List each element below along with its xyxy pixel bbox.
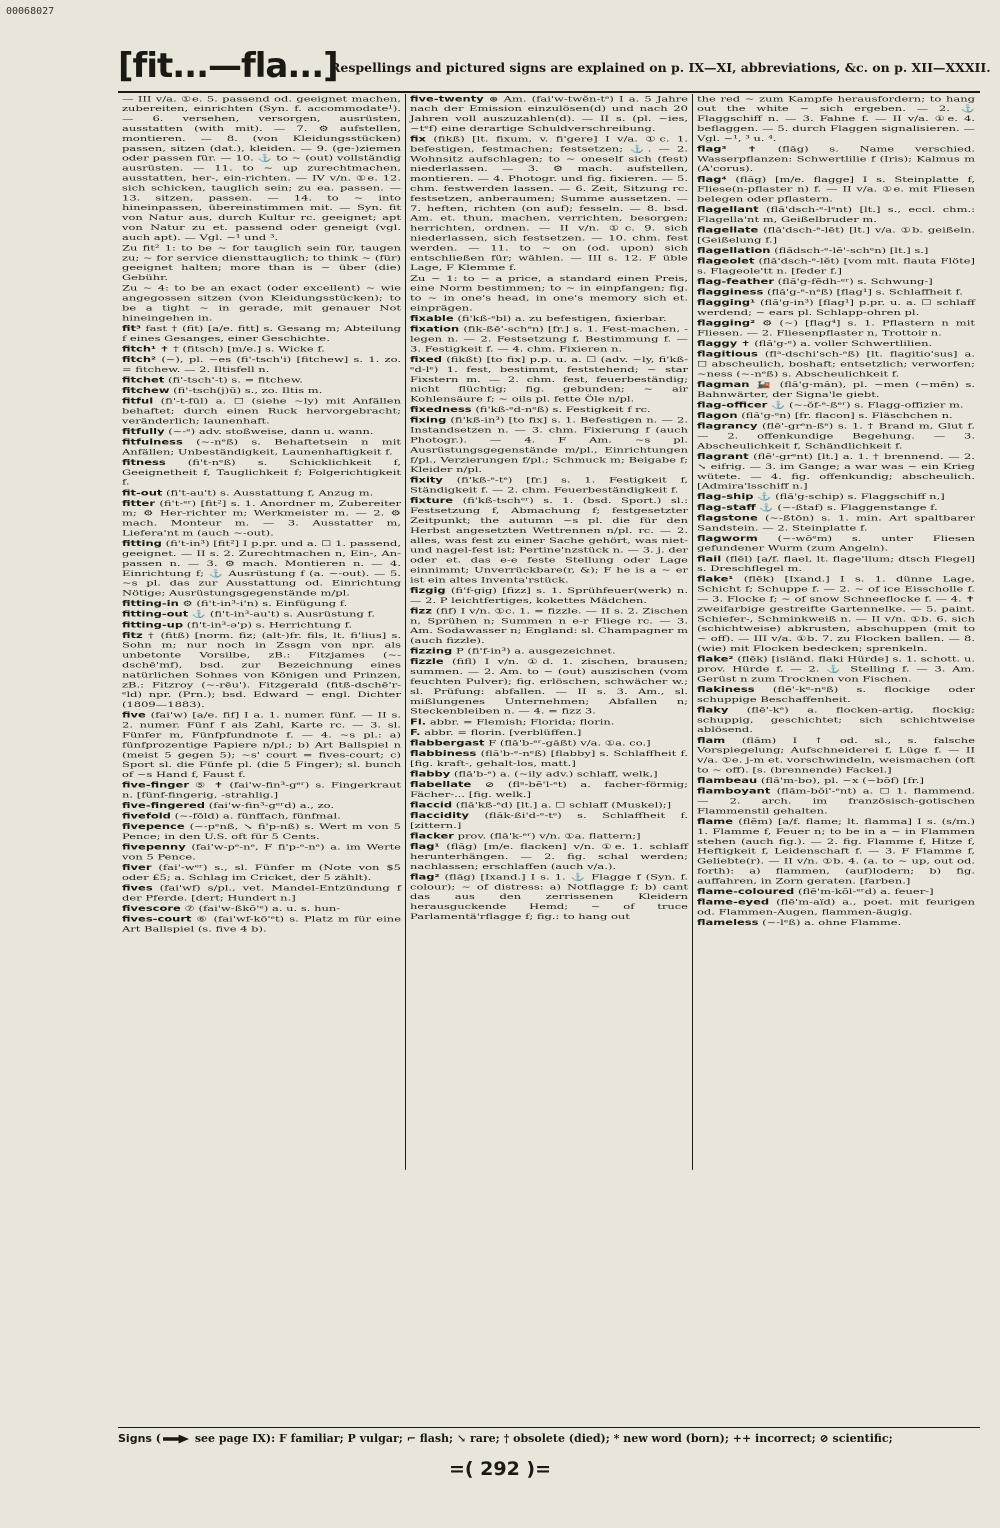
entry-definition: prov. (flă'k-ᵉʳ) v/n. ①a. flattern;]	[457, 831, 641, 841]
entry-headword: flagstone	[697, 513, 758, 523]
entry-headword: flam	[697, 735, 726, 745]
dictionary-entry	[697, 298, 975, 318]
dictionary-entry	[410, 728, 688, 738]
dictionary-entry	[410, 475, 688, 495]
entry-headword: fitz	[122, 630, 143, 640]
entry-definition: P (fi'f-in³) a. ausgezeichnet.	[455, 646, 616, 656]
dictionary-entry	[122, 355, 401, 375]
entry-headword: fitness	[122, 457, 166, 467]
see-page-ref: see page IX):	[194, 1432, 276, 1445]
signs-legend-text: F familiar; P vulgar; ⌐ flash; ↘ rare; † obsolete (died); * new word (born); ++ incorrect; ⊘ scientific;	[279, 1432, 893, 1445]
entry-headword: fivepenny	[122, 842, 186, 852]
entry-definition: (flēk) [isländ. flaki Hürde] s. 1. schott. u. prov. Hürde f. — 2. ⚓ Stelling f. — 3. Am. Gerüst n zum Trocknen von Fischen.	[697, 654, 976, 684]
entry-headword: flag⁴	[697, 174, 727, 184]
entry-headword: flagrancy	[697, 421, 758, 431]
signs-legend: Signs ( see page IX): F familiar; P vulgar; ⌐ flash; ↘ rare; † obsolete (died); * new word (born); ++ incorrect; ⊘ scientific;	[118, 1432, 893, 1445]
entry-definition: (flēm) [a/f. flame; lt. flamma] I s. (s/m.) 1. Flamme f, Feuer n; to be in a ~ in Flammen stehen (auch fig.). — 2. fig. Flamme f, Hitze f, Heftigkeit f, Leidenschaft f. — 3. F Flamme f, Geliebte(r). — II v/n. ①b. 4. (a. to ~ up, out od. forth): a) flammen, (auf)lodern; b) fig. auffahren, in Zorn geraten. [farben.]	[697, 816, 975, 886]
entry-definition: (~-ßtōn) s. 1. min. Art spaltbarer Sandstein. — 2. Steinplatte f.	[697, 513, 975, 533]
dictionary-entry	[697, 817, 975, 886]
entry-definition: ⚙ (fi't-in³-i'n) s. Einfügung f.	[182, 598, 348, 609]
entry-headword: flakiness	[697, 684, 755, 694]
entry-headword: fivepence	[122, 821, 185, 832]
entry-definition: F (flă'b-ᵉʳ-găßt) v/a. ①a. co.]	[488, 738, 651, 748]
entry-definition: (fai'w-fin³-gᵉʳd) a., zo.	[208, 800, 335, 811]
entry-definition: (fi't-in³) [fit²] I p.pr. und a. ☐ 1. passend, geeignet. — II s. 2. Zurechtmachen n, Ein-, An-passen n. — 3. ⚙ mach. Montieren n. — 4. Einrichtung f; ⚓ Ausrüstung f (a. ~-out). — 5. ~s pl. das zur Ausstattung od. Einrichtung Nötige; Ausrüstungsgegenstände m/pl.	[122, 538, 402, 598]
entry-headword: flag-ship	[697, 491, 754, 502]
entry-definition: (fi'kß-ᵉd-nᵉß) s. Festigkeit f rc.	[475, 404, 651, 415]
dictionary-entry	[122, 710, 401, 779]
entry-definition: (flă'g-ᵉ-nᵉß) [flag¹] s. Schlaffheit f.	[767, 287, 963, 297]
entry-headword: flag-officer	[697, 400, 768, 410]
dictionary-entry	[122, 914, 401, 934]
dictionary-entry	[410, 811, 688, 831]
entry-definition: ✝ (flă'g-ᵉ) a. voller Schwertlilien.	[740, 338, 933, 349]
header-divider	[118, 91, 980, 93]
entry-definition: (flă'dsch-ᵉ-lᵉnt) [lt.] s., eccl. chm.: Flagella'nt m, Geißelbruder m.	[697, 204, 975, 225]
entry-headword: flabbergast	[410, 738, 485, 748]
entry-definition: † (fitß) [norm. fiz; (alt-)fr. fils, lt. fi'lius] s. Sohn m; nur noch in Zssgn von npr. als unbetonte Vorsilbe, zB.: Fitzjames (~-dschē'mf), bsd. zur Bezeichnung eines natürlichen Sohnes von Königen und Prinzen, zB.: Fitzroy (~-rēu'). Fitzgerald (fitß-dschē'r-ᵉld) npr. (Prn.); bsd. Edward ~ engl. Dichter (1809—1883).	[122, 630, 402, 710]
dictionary-entry	[122, 822, 401, 842]
entry-headword: flabby	[410, 769, 451, 779]
entry-definition: (fi'kß-tschᵉʳ) s. 1. (bsd. Sport.) sl.: Festsetzung f, Abmachung f; festgesetzter Zeitpunkt; the autumn ~s pl. die für den Herbst angesetzten Wettrennen n/pl. rc. — 2. alles, was fest zu einer Sache gehört, was niet- und nagel-fest ist; Pertine'nzstück n. — 3. j. der oder et. das e-e feste Stellung oder Lage einnimmt; Unverrückbare(r, &); F he is a ~ er ist ein altes Inventa'rstück.	[410, 495, 688, 585]
dictionary-entry	[122, 620, 401, 630]
entry-headword: flag-staff	[697, 502, 756, 512]
entry-definition: (flă'kß-ᵉd) [lt.] a. ☐ schlaff (Muskel);]	[455, 800, 672, 810]
entry-definition: fast † (fit) [a/e. fitt] s. Gesang m; Abteilung f eines Gesanges, einer Geschichte.	[122, 323, 402, 343]
dictionary-entry	[697, 277, 975, 287]
entry-headword: fizz	[410, 606, 432, 616]
dictionary-entry	[697, 897, 975, 917]
pointing-hand-icon	[163, 1435, 189, 1444]
entry-definition: ⑦ (fai'w-ßkō'ᵉ) a. u. s. hun-	[184, 903, 341, 914]
entry-definition: Zu ~ 4: to be an exact (oder excellent) ~ wie angegossen sitzen (von Kleidungsstücken); to be a tight ~ in gerade, mit genauer Not hineingehen in.	[122, 283, 401, 323]
entry-headword: fizzle	[410, 656, 444, 667]
entry-headword: five-twenty	[410, 94, 484, 104]
entry-definition: (flăg) [m/e. flagge] I s. Steinplatte f, Fliese(n-pflaster n) f. — II v/a. ①e. mit Fliesen belegen oder pflastern.	[697, 174, 976, 204]
entry-headword: Fl.	[410, 717, 427, 727]
dictionary-entry	[697, 94, 975, 144]
entry-headword: fiver	[122, 862, 152, 873]
entry-definition: ⚓ (~-ŏf-ᵉ-ßᵉʳ) s. Flagg-offizier m.	[770, 400, 964, 410]
entry-headword: flameless	[697, 917, 759, 927]
entry-headword: flagitious	[697, 349, 758, 359]
entry-definition: ✝ † (fitsch) [m/e.] s. Wicke f.	[159, 344, 325, 354]
entry-definition: ⚙ (~) [flag⁴] s. 1. Pflastern n mit Fliesen. — 2. Fliesenpflaster n, Trottoir n.	[697, 318, 975, 338]
entry-definition: (~-pᵉnß, ↘ fi'p-nß) s. Wert m von 5 Pence; in den U.S. oft für 5 Cents.	[122, 821, 402, 842]
dictionary-entry	[410, 314, 688, 324]
entry-headword: fives-court	[122, 914, 192, 924]
dictionary-entry	[697, 246, 975, 256]
entry-definition: abbr. = florin. [verblüffen.]	[424, 727, 582, 737]
entry-headword: flame-eyed	[697, 897, 770, 907]
dictionary-entry	[122, 883, 401, 903]
entry-definition: ⚓ (flă'g-schip) s. Flaggschiff n,]	[757, 491, 945, 502]
entry-definition: 🚂 (flă'g-măn), pl. ~men (~mĕn) s. Bahnwärter, der Signa'le giebt.	[697, 379, 976, 399]
dictionary-entry	[697, 400, 975, 410]
dictionary-entry	[697, 654, 975, 684]
dictionary-entry	[122, 499, 401, 539]
dictionary-entry	[697, 685, 975, 705]
dictionary-entry	[410, 586, 688, 606]
entry-headword: fitchet	[122, 375, 165, 385]
entry-definition: (flăk-ßi'd-ᵉ-tᵉ) s. Schlaffheit f. [zittern.]	[410, 810, 688, 830]
entry-headword: flagellation	[697, 245, 771, 256]
dictionary-entry	[410, 324, 688, 354]
dictionary-entry	[122, 780, 401, 800]
dictionary-entry	[122, 344, 401, 354]
entry-definition: (~-fōld) a. fünffach, fünfmal.	[174, 811, 341, 821]
dictionary-entry	[410, 496, 688, 585]
entry-headword: fitting-out	[122, 609, 189, 619]
page-number: =( 292 )=	[448, 1458, 552, 1480]
entry-definition: (~-wōᵉm) s. unter Fliesen gefundener Wurm (zum Angeln).	[697, 533, 975, 553]
entry-definition: (flē'-grᵉn-ßᵉ) s. 1. † Brand m, Glut f. — 2. offenkundige Begehung. — 3. Abscheulichkeit f, Schändlichkeit f.	[697, 421, 975, 451]
entry-headword: fitful	[122, 396, 154, 406]
entry-headword: flagging²	[697, 318, 756, 328]
entry-definition: (flēl) [a/f. flael, lt. flage'llum; dtsch Flegel] s. Dreschflegel m.	[697, 554, 976, 574]
entry-headword: fixable	[410, 313, 454, 324]
entry-definition: (fi'kß-ᵉ-tᵉ) [fr.] s. 1. Festigkeit f, Ständigkeit f. — 2. chm. Feuerbeständigkeit f.	[410, 475, 688, 495]
entry-definition: (~-nᵉß) s. Behaftetsein n mit Anfällen; Unbeständigkeit, Launenhaftigkeit f.	[122, 437, 401, 457]
entry-definition: (flē'm-aïd) a., poet. mit feurigen od. Flammen-Augen, flammen-äugig.	[697, 897, 975, 917]
entry-headword: F.	[410, 727, 421, 737]
page-id: 00068027	[6, 6, 55, 17]
entry-headword: fitfully	[122, 426, 165, 436]
dictionary-entry	[697, 705, 975, 735]
entry-headword: flail	[697, 554, 722, 564]
entry-headword: fitchew	[122, 385, 170, 395]
entry-definition: (flē'm-kŏl-ᵉʳd) a. feuer-]	[797, 886, 934, 896]
entry-definition: (flă'g-in³) [flag¹] p.pr. u. a. ☐ schlaff werdend; ~ ears pl. Schlapp-ohren pl.	[697, 297, 975, 318]
dictionary-entry	[697, 574, 975, 653]
entry-definition: (flē'-grᵉnt) [lt.] a. 1. † brennend. — 2. ↘ eifrig. — 3. im Gange; a war was ~ ein Krieg wütete. — 4. fig. offenkundig; abscheulich. [Admira'lsschiff n.]	[697, 451, 976, 491]
footer-divider	[118, 1427, 980, 1428]
entry-headword: flaccidity	[410, 810, 470, 820]
dictionary-entry	[122, 599, 401, 609]
dictionary-entry	[697, 786, 975, 816]
dictionary-columns	[118, 94, 980, 1170]
entry-headword: flabellate	[410, 779, 472, 789]
page-header	[118, 46, 991, 96]
column-2	[405, 94, 692, 1170]
dictionary-entry	[697, 349, 975, 379]
entry-headword: flaccid	[410, 800, 453, 810]
entry-headword: flamboyant	[697, 786, 771, 796]
entry-headword: fix	[410, 134, 426, 144]
entry-headword: fives	[122, 883, 153, 893]
entry-definition: (~-ᵉ) adv. stoßweise, dann u. wann.	[168, 426, 374, 436]
dictionary-entry	[697, 776, 975, 786]
dictionary-entry	[697, 225, 975, 245]
dictionary-entry	[410, 738, 688, 748]
entry-definition: (fikßt) [to fix] p.p. u. a. ☐ (adv. ~ly, fi'kß-ᵉd-lᵉ) 1. fest, bestimmt, feststehend; ~ star Fixstern m. — 2. chm. fest, feuerbeständig; nicht flüchtig; fig. gebunden; ~ air Kohlensäure f; ~ oils pl. fette Öle n/pl.	[410, 354, 688, 404]
entry-headword: five-fingered	[122, 800, 206, 811]
entry-definition: (fikß) [lt. fixum, v. fi'gere] I v/a. ①c. 1. befestigen, festmachen; festsetzen; ⚓. — 2. Wohnsitz aufschlagen; to ~ oneself sich (fest) niederlassen. — 3. ⚙ mach. aufstellen, montieren. — 4. Photogr. und fig. fixieren. — 5. chm. festwerden lassen. — 6. Zeit, Sitzung rc. festsetzen, anberaumen; Summe aussetzen. — 7. heften, richten (on auf); fesseln. — 8. bsd. Am. et. thun, machen, verrichten, besorgen; herrichten, ordnen. — II v/n. ①c. 9. sich niederlassen, sich festsetzen. — 10. chm. fest werden. — 11. to ~ on (od. upon) sich entschließen für; wählen. — III s. 12. F üble Lage, F Klemme f.	[410, 134, 689, 273]
entry-headword: fitting-in	[122, 598, 179, 609]
entry-headword: flagellate	[697, 225, 759, 235]
entry-headword: fixed	[410, 354, 442, 364]
dictionary-entry	[122, 375, 401, 385]
dictionary-entry	[410, 274, 688, 314]
entry-headword: flag-feather	[697, 276, 775, 287]
entry-headword: flagon	[697, 410, 738, 421]
dictionary-entry	[122, 801, 401, 811]
entry-definition: — III v/a. ①e. 5. passend od. geeignet machen, zubereiten, einrichten (Syn. f. accommodate¹). — 6. versehen, versorgen, ausrüsten, ausstatten (with mit). — 7. ⚙ aufstellen, montieren. — 8. (von Kleidungsstücken) passen, sitzen (dat.), kleiden. — 9. (ge-)ziemen oder passen für. — 10. ⚓ to ~ (out) vollständig ausrüsten. — 11. to ~ up zurechtmachen, ausstatten, her-, ein-richten. — IV v/n. ①e. 12. sich schicken, tauglich sein; zu ea. passen. — 13. sitzen, passen. — 14. to ~ into hineinpassen, übereinstimmen mit. — Syn. fit von Natur aus, durch Kultur rc. geeignet; apt von Natur zu et. passend oder geneigt (vgl. auch apt). — Vgl. ~¹ und ³.	[122, 94, 401, 242]
entry-headword: flame	[697, 816, 734, 826]
entry-headword: fit-out	[122, 488, 163, 498]
entry-definition: (fi't-au't) s. Ausstattung f, Anzug m.	[166, 488, 374, 498]
dictionary-entry	[122, 863, 401, 883]
entry-definition: (fi'-t-fūl) a. ☐ (siehe ~ly) mit Anfällen behaftet; durch einen Ruck hervorgebracht; veränderlich; launenhaft.	[122, 396, 401, 426]
entry-definition: (flăm-bŏi'-ᵉnt) a. ☐ 1. flammend. — 2. arch. im französisch-gotischen Flammenstil gehalten.	[697, 786, 976, 816]
dictionary-entry	[697, 421, 975, 451]
dictionary-entry	[122, 386, 401, 396]
entry-headword: flag³	[697, 144, 727, 154]
entry-headword: fixing	[410, 415, 447, 425]
dictionary-entry	[122, 283, 401, 323]
dictionary-entry	[122, 243, 401, 283]
dictionary-entry	[122, 427, 401, 437]
dictionary-entry	[122, 437, 401, 457]
dictionary-entry	[697, 554, 975, 574]
entry-headword: fixture	[410, 495, 454, 506]
entry-headword: flambeau	[697, 775, 758, 786]
entry-definition: ⊘ (flᵃ-bĕ'l-ᵉt) a. facher-förmig; Fächer-... [fig. welk.]	[410, 779, 688, 799]
dictionary-entry	[697, 452, 975, 492]
entry-definition: (flă'g-fĕdh-ᵉʳ) s. Schwung-]	[777, 276, 933, 287]
entry-headword: fitting-up	[122, 620, 184, 630]
dictionary-entry	[410, 646, 688, 656]
entry-headword: fixation	[410, 324, 460, 334]
dictionary-entry	[697, 513, 975, 533]
dictionary-entry	[697, 918, 975, 928]
entry-definition: (flă'g-ᵉn) [fr. flacon] s. Fläschchen n.	[741, 410, 953, 421]
entry-definition: (flă'm-bo), pl. ~x (~bōf) [fr.]	[760, 775, 925, 786]
dictionary-entry	[697, 492, 975, 502]
entry-definition: (fi'f-gig) [fizz] s. 1. Sprühfeuer(werk) n. — 2. P leichtfertiges, kokettes Mädchen.	[410, 585, 688, 605]
dictionary-entry	[410, 405, 688, 415]
entry-definition: (flᵃ-dschi'sch-ᵉß) [lt. flagitio'sus] a. ☐ abscheulich, boshaft; entsetzlich; verworfen; ~ness (~-nᵉß) s. Abscheulichkeit f.	[697, 349, 975, 379]
entry-headword: fivescore	[122, 903, 181, 914]
entry-headword: flabbiness	[410, 748, 477, 758]
dictionary-entry	[697, 318, 975, 338]
entry-headword: flaky	[697, 705, 729, 715]
entry-headword: flagginess	[697, 287, 764, 297]
dictionary-entry	[122, 488, 401, 498]
dictionary-entry	[697, 205, 975, 225]
entry-headword: flagging¹	[697, 297, 756, 308]
dictionary-entry	[410, 94, 688, 134]
entry-definition: (fai'w) [a/e. fif] I a. 1. numer. fünf. — II s. 2. numer. Fünf f als Zahl, Karte rc. — 3. sl. Fünfer m, Fünfpfundnote f. — 4. ~s pl.: a) fünfprozentige Papiere n/pl.; b) Art Ballspiel n (meist 5 gegen 5); ~s' court = fives-court; c) Sport sl. die Fünfe pl. (die 5 Finger); sl. bunch of ~s Hand f, Faust f.	[122, 710, 402, 780]
entry-definition: (flē'-kᵉ-nᵉß) s. flockige oder schuppige Beschaffenheit.	[697, 684, 975, 704]
entry-headword: flag¹	[410, 841, 440, 852]
dictionary-entry	[410, 800, 688, 810]
entry-definition: (flăg) [m/e. flacken] v/n. ①e. 1. schlaff herunterhängen. — 2. fig. schal werden; nachlassen; erschlaffen (auch v/a.).	[410, 841, 688, 871]
entry-definition: (fik-ßē'-schᵉn) [fr.] s. 1. Fest-machen, -legen n. — 2. Festsetzung f, Bestimmung f. — 3. Festigkeit f. — 4. chm. Fixieren n.	[410, 324, 688, 354]
dictionary-entry	[122, 811, 401, 821]
entry-definition: (fai'-wᵉʳ) s., sl. Fünfer m (Note von $5 oder £5; a. Schlag im Cricket, der 5 zählt).	[122, 862, 401, 883]
entry-definition: (fai'wf) s/pl., vet. Mandel-Entzündung f der Pferde. [dert; Hundert n.]	[122, 883, 401, 903]
entry-definition: ⑥ (fai'wf-kō'ᵉt) s. Platz m für eine Art Ballspiel (s. five 4 b).	[122, 914, 401, 934]
dictionary-entry	[697, 175, 975, 205]
entry-headword: flagman	[697, 379, 750, 390]
dictionary-entry	[410, 717, 688, 727]
entry-definition: (flă'dsch-ᵉ-lĕt) [vom mlt. flauta Flöte] s. Flageole'tt n. [feder f.]	[697, 256, 975, 276]
entry-headword: fit³	[122, 323, 142, 333]
entry-headword: flag²	[410, 872, 440, 882]
entry-definition: (fi'kß-in³) [to fix] s. 1. Befestigen n. — 2. Instandsetzen n. — 3. chm. Fixierung f (auch Photogr.). — 4. F Am. ~s pl. Ausrüstungsgegenstände m/pl., Einrichtungen f/pl., Verzierungen f/pl.; Schmuck m; Beigabe f; Kleider n/pl.	[410, 415, 688, 475]
dictionary-entry	[697, 144, 975, 174]
entry-definition: (fi't-ᵉʳ) [fit²] s. 1. Anordner m, Zubereiter m; ⚙ Her-richter m; Werkmeister m. — 2. ⚙ mach. Monteur m. — 3. Ausstatter m, Liefera'nt m (auch ~-out).	[122, 498, 402, 538]
entry-definition: (fai'w-pᵉ-nᵉ, F fi'p-ᵉ-nᵉ) a. im Werte von 5 Pence.	[122, 842, 401, 862]
entry-definition: ✝ (flăg) s. Name verschied. Wasserpflanzen: Schwertlilie f (Iris); Kalmus m (A'corus).	[697, 144, 976, 174]
entry-headword: fitfulness	[122, 437, 183, 447]
dictionary-entry	[410, 355, 688, 405]
entry-definition: (flă'dsch-ᵉ-lēt) [lt.] v/a. ①b. geißeln. [Geißelung f.]	[697, 225, 976, 245]
entry-headword: fizgig	[410, 585, 446, 595]
entry-headword: five-finger	[122, 780, 190, 790]
dictionary-entry	[410, 872, 688, 922]
entry-definition: (flă'b-ᵉ) a. (~ily adv.) schlaff, welk,]	[453, 769, 658, 779]
dictionary-entry	[122, 324, 401, 344]
entry-definition: (flăm) I ↑ od. sl., s. falsche Vorspiegelung; Aufschneiderei f, Lüge f. — II v/a. ①e. j-m et. vorschwindeln, weismachen (oft to ~ off). [s. (brennende) Fackel.]	[697, 735, 976, 775]
dictionary-entry	[410, 606, 688, 646]
dictionary-entry	[410, 769, 688, 779]
entry-definition: (flă'b-ᵉ-nᵉß) [flabby] s. Schlaffheit f. [fig. kraft-, gehalt-los, matt.]	[410, 748, 689, 768]
dictionary-entry	[697, 503, 975, 513]
entry-definition: ⚓ (~-ßtaf) s. Flaggenstange f.	[759, 502, 938, 512]
dictionary-entry	[697, 339, 975, 349]
entry-headword: flame-coloured	[697, 886, 795, 896]
dictionary-entry	[697, 736, 975, 776]
dictionary-entry	[122, 458, 401, 488]
entry-definition: ⑤ ✝ (fai'w-fin³-gᵉʳ) s. Fingerkraut n. [fünf-fingerig, -strahlig.]	[122, 780, 401, 800]
dictionary-entry	[122, 396, 401, 426]
entry-headword: fixedness	[410, 404, 472, 415]
entry-definition: (fi'-tsch'-t) s. = fitchew.	[167, 375, 303, 385]
dictionary-entry	[697, 411, 975, 421]
entry-headword: flake¹	[697, 574, 734, 584]
entry-definition: (fif) I v/n. ①c. 1. = fizzle. — II s. 2. Zischen n, Sprühen n; Summen n e-r Fliege rc. — 3. Am. Sodawasser n; England: sl. Champagner m (auch fizzle).	[410, 606, 688, 646]
dictionary-entry	[122, 609, 401, 619]
entry-headword: fitter	[122, 498, 155, 508]
entry-definition: (flăg) [Ixand.] I s. 1. ⚓ Flagge f (Syn. f. colour); ~ of distress: a) Notflagge f; b) cant das aus den zerrissenen Kleidern herausguckende Hemd; ~ of truce Parlamentä'rflagge f; fig.: to hang out	[410, 872, 688, 921]
dictionary-entry	[122, 539, 401, 598]
dictionary-entry	[410, 842, 688, 872]
column-1	[118, 94, 405, 1170]
entry-definition: (fi't-in³-ə'p) s. Herrichtung f.	[186, 620, 353, 630]
entry-definition: (fifl) I v/n. ①d. 1. zischen, brausen; summen. — 2. Am. to ~ (out) auszischen (vom feuchten Pulver); fig. erlöschen, schwächer w.; sl. Prüfung: abfallen. — II s. 3. Am., sl. mißlungenes Unternehmen; Abfallen n; Steckenbleiben n. — 4. = fizz 3.	[410, 656, 688, 716]
entry-definition: ⚓ (fi't-in³-au't) s. Ausrüstung f.	[191, 609, 376, 619]
entry-headword: fixity	[410, 475, 443, 485]
dictionary-entry	[410, 749, 688, 769]
entry-definition: (~), pl. ~es (fi'-tsch'i) [fitchew] s. 1. zo. = fitchew. — 2. Iltisfell n.	[122, 354, 401, 374]
dictionary-entry	[122, 94, 401, 243]
dictionary-entry	[697, 534, 975, 554]
entry-definition: (fi't-nᵉß) s. Schicklichkeit f, Geeignetheit f, Tauglichkeit f; Folgerichtigkeit f.	[122, 457, 402, 487]
entry-definition: (~-lᵉß) a. ohne Flamme.	[762, 917, 902, 927]
entry-headword: flagrant	[697, 451, 749, 461]
dictionary-entry	[697, 380, 975, 400]
entry-headword: flaggy	[697, 338, 738, 349]
entry-headword: flagellant	[697, 204, 759, 215]
dictionary-entry	[410, 415, 688, 474]
entry-definition: the red ~ zum Kampfe herausfordern; to hang out the white ~ sich ergeben. — 2. ⚓ Flaggschiff n. — 3. Fahne f. — II v/a. ①e. 4. beflaggen. — 5. durch Flaggen signalisieren. — Vgl. ~¹, ³ u. ⁴.	[697, 94, 975, 143]
header-note: Respellings and pictured signs are explained on p. IX—XI, abbreviations, &c. on p. XII—XXXII.	[330, 60, 991, 75]
dictionary-entry	[410, 657, 688, 716]
entry-headword: fitch¹	[122, 344, 157, 354]
dictionary-entry	[697, 287, 975, 297]
entry-headword: five	[122, 710, 146, 720]
entry-definition: (flădsch-ᵉ-lē'-schᵉn) [lt.] s.]	[774, 245, 929, 256]
entry-definition: Zu ~ 1: to ~ a price, a standard einen Preis, eine Norm bestimmen; to ~ in einpfangen; fig. to ~ in one's head, in one's memory sich et. einprägen.	[410, 273, 688, 313]
entry-headword: fitch²	[122, 354, 157, 364]
entry-headword: flagworm	[697, 533, 758, 543]
page-range-title: [fit...—fla...]	[118, 46, 338, 86]
entry-definition: Zu fit² 1: to be ~ for tauglich sein für, taugen zu; ~ for service diensttauglich; to think ~ (für) geeignet halten; more than is ~ über (die) Gebühr.	[122, 243, 402, 283]
entry-definition: (fi'kß-ᵉbl) a. zu befestigen, fixierbar.	[457, 313, 667, 324]
entry-headword: fivefold	[122, 811, 171, 821]
dictionary-entry	[410, 780, 688, 800]
column-3	[692, 94, 979, 1170]
signs-label: Signs	[118, 1432, 152, 1445]
dictionary-entry	[122, 842, 401, 862]
entry-definition: (flēk) [Ixand.] I s. 1. dünne Lage, Schicht f; Schuppe f. — 2. ~ of ice Eisscholle f. — 3. Flocke f; ~ of snow Schneeflocke f. — 4. ✝ zweifarbige gestreifte Gartennelke. — 5. paint. Schiefer-, Schminkweiß n. — II v/n. ①b. 6. sich (schichtweise) abkrusten, abschuppen (mit to ~ off). — III v/a. ①b. 7. zu Flocken ballen. — 8. (wie) mit Flocken bedecken; sprenkeln.	[697, 574, 975, 654]
entry-definition: (fi'-tsch(j)ū) s., zo. Iltis m.	[173, 385, 323, 395]
entry-definition: ⊛ Am. (fai'w-twĕn-tᵉ) I a. 5 Jahre nach der Emission einzulösen(d) und nach 20 Jahren voll auszuzahlen(d). — II s. (pl. ~ies, ~tᵉf) eine derartige Schuldverschreibung.	[410, 94, 688, 133]
dictionary-entry	[122, 904, 401, 914]
dictionary-entry	[410, 134, 688, 273]
entry-definition: abbr. = Flemish; Florida; florin.	[429, 717, 615, 727]
entry-headword: flacker	[410, 831, 454, 841]
entry-headword: fitting	[122, 538, 162, 549]
entry-headword: flageolet	[697, 256, 755, 266]
entry-definition: (flē'-kᵉ) a. flocken-artig, flockig; schuppig, geschichtet; sich schichtweise ablösend.	[697, 705, 975, 735]
entry-headword: fizzing	[410, 646, 453, 656]
dictionary-entry	[697, 256, 975, 276]
dictionary-entry	[122, 631, 401, 710]
dictionary-entry	[697, 887, 975, 897]
dictionary-entry	[410, 831, 688, 841]
entry-headword: flake²	[697, 654, 734, 664]
